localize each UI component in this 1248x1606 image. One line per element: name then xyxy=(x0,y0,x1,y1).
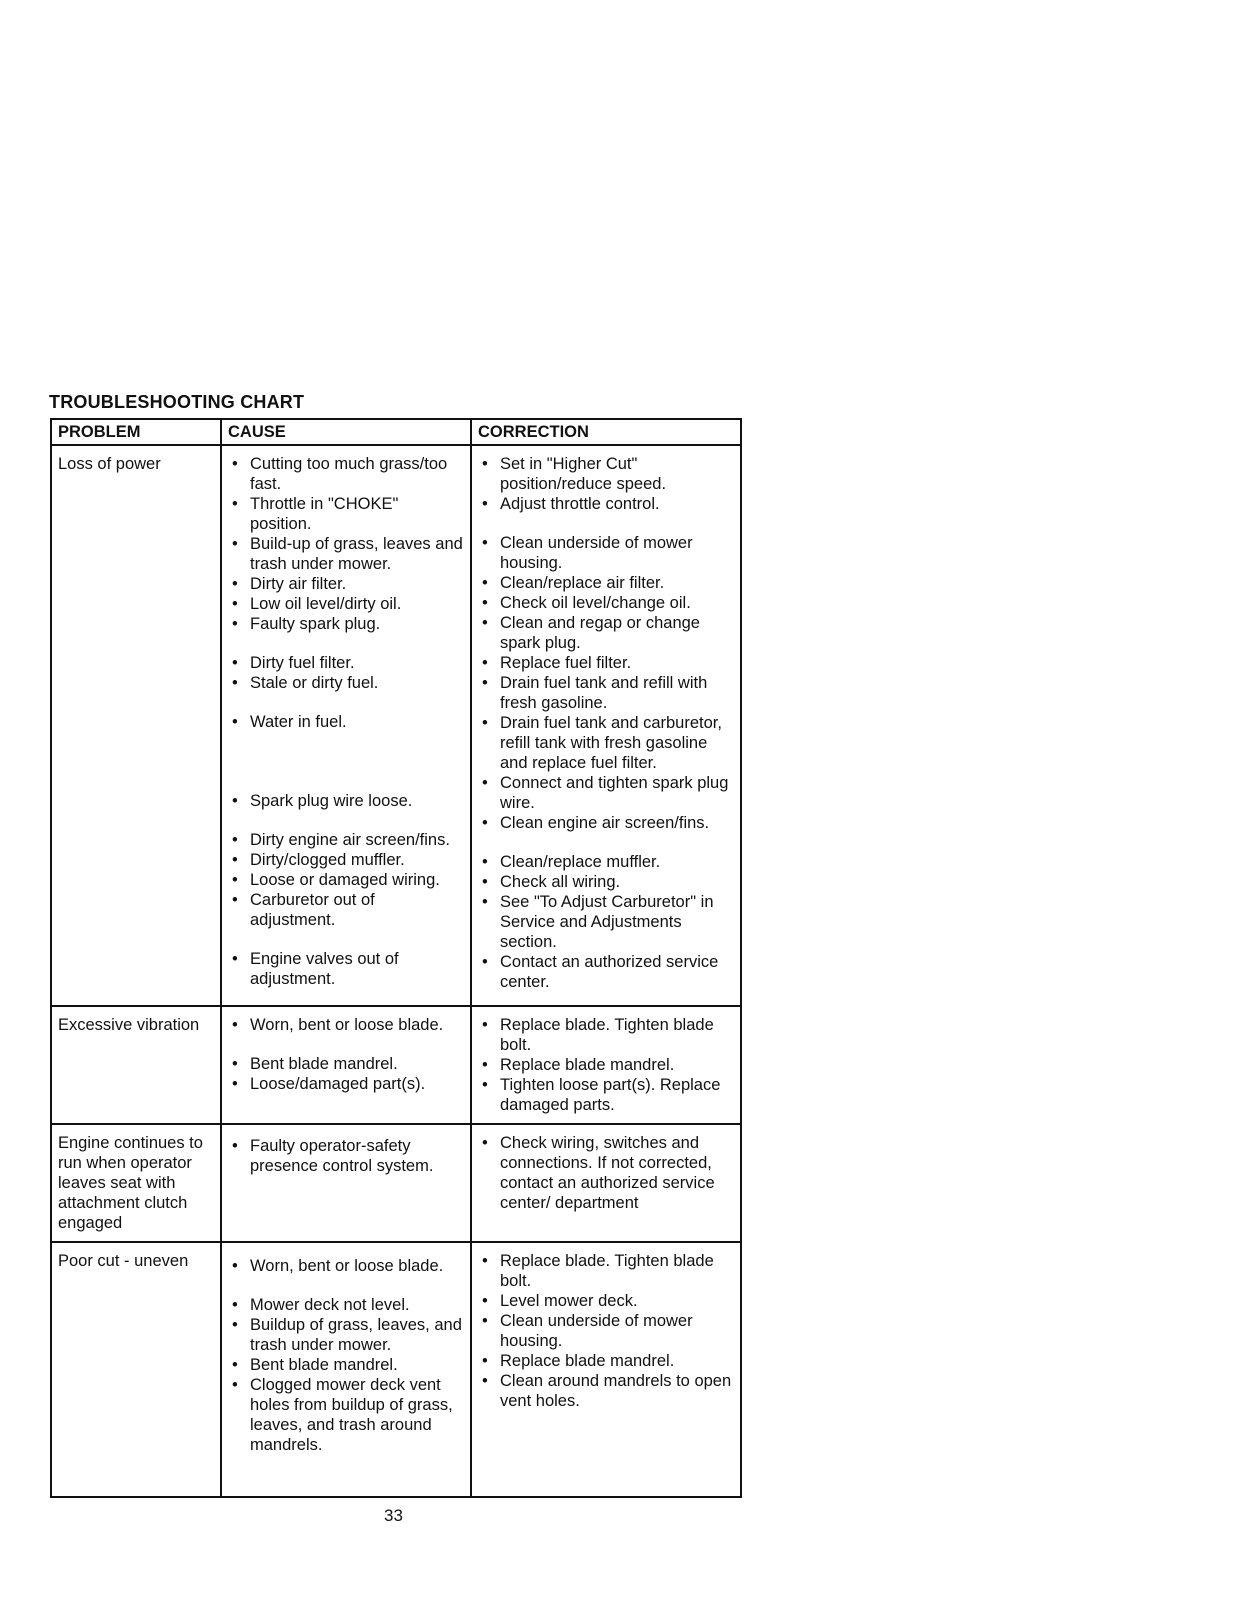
correction-item: • Level mower deck. xyxy=(478,1291,734,1311)
problem-cell: Engine continues to run when operator leaves seat with attachment clutch engaged xyxy=(51,1124,221,1242)
header-problem: PROBLEM xyxy=(51,419,221,445)
correction-cell xyxy=(471,445,741,1006)
cause-item: • Water in fuel. xyxy=(228,712,464,732)
cause-item: • Clogged mower deck vent holes from buildup of grass, leaves, and trash around mandrels. xyxy=(228,1375,464,1455)
correction-item: • Replace blade mandrel. xyxy=(478,1055,734,1075)
correction-item: • Contact an authorized service center. xyxy=(478,952,734,992)
cause-item: • Build-up of grass, leaves and trash under mower. xyxy=(228,534,464,574)
cause-item: • Bent blade mandrel. xyxy=(228,1054,464,1074)
cause-item: • Spark plug wire loose. xyxy=(228,791,464,811)
cause-item: • Faulty operator-safety presence control system. xyxy=(228,1136,464,1176)
cause-item: • Stale or dirty fuel. xyxy=(228,673,464,693)
cause-item: • Dirty air filter. xyxy=(228,574,464,594)
chart-title: TROUBLESHOOTING CHART xyxy=(49,392,305,412)
cause-item: • Bent blade mandrel. xyxy=(228,1355,464,1375)
page-number: 33 xyxy=(384,1506,403,1525)
cause-item: • Worn, bent or loose blade. xyxy=(228,1015,464,1035)
correction-item: • Adjust throttle control. xyxy=(478,494,734,514)
cause-cell xyxy=(221,1124,471,1242)
cause-item: • Dirty/clogged muffler. xyxy=(228,850,464,870)
correction-item: • See "To Adjust Carburetor" in Service and Adjustments section. xyxy=(478,892,734,952)
problem-cell: Poor cut - uneven xyxy=(51,1242,221,1497)
problem-cell: Loss of power xyxy=(51,445,221,1006)
table-row xyxy=(51,1006,741,1124)
correction-item: • Tighten loose part(s). Replace damaged parts. xyxy=(478,1075,734,1115)
cause-item: • Worn, bent or loose blade. xyxy=(228,1256,464,1276)
problem-cell: Excessive vibration xyxy=(51,1006,221,1124)
correction-item: • Check oil level/change oil. xyxy=(478,593,734,613)
correction-item: • Clean/replace muffler. xyxy=(478,852,734,872)
correction-item: • Clean/replace air filter. xyxy=(478,573,734,593)
correction-cell xyxy=(471,1124,741,1242)
correction-item: • Clean underside of mower housing. xyxy=(478,533,734,573)
cause-item: • Throttle in "CHOKE" position. xyxy=(228,494,464,534)
cause-item: • Dirty fuel filter. xyxy=(228,653,464,673)
cause-item: • Buildup of grass, leaves, and trash under mower. xyxy=(228,1315,464,1355)
header-row xyxy=(51,419,741,445)
correction-item: • Clean around mandrels to open vent holes. xyxy=(478,1371,734,1411)
correction-cell xyxy=(471,1242,741,1497)
correction-item: • Set in "Higher Cut" position/reduce speed. xyxy=(478,454,734,494)
troubleshooting-table xyxy=(50,418,742,1498)
cause-item: • Loose or damaged wiring. xyxy=(228,870,464,890)
cause-cell xyxy=(221,1006,471,1124)
cause-item: • Loose/damaged part(s). xyxy=(228,1074,464,1094)
correction-cell xyxy=(471,1006,741,1124)
cause-item: • Faulty spark plug. xyxy=(228,614,464,634)
correction-item: • Clean engine air screen/fins. xyxy=(478,813,734,833)
cause-cell xyxy=(221,445,471,1006)
cause-item: • Low oil level/dirty oil. xyxy=(228,594,464,614)
correction-item: • Replace blade mandrel. xyxy=(478,1351,734,1371)
table-row xyxy=(51,1242,741,1497)
correction-item: • Drain fuel tank and carburetor, refill tank with fresh gasoline and replace fuel filter. xyxy=(478,713,734,773)
correction-item: • Replace fuel filter. xyxy=(478,653,734,673)
cause-item: • Dirty engine air screen/fins. xyxy=(228,830,464,850)
cause-cell xyxy=(221,1242,471,1497)
cause-item: • Engine valves out of adjustment. xyxy=(228,949,464,989)
correction-item: • Check wiring, switches and connections. If not corrected, contact an authorized service center/ department xyxy=(478,1133,734,1213)
cause-item: • Carburetor out of adjustment. xyxy=(228,890,464,930)
cause-item: • Mower deck not level. xyxy=(228,1295,464,1315)
header-correction: CORRECTION xyxy=(471,419,741,445)
correction-item: • Replace blade. Tighten blade bolt. xyxy=(478,1251,734,1291)
table-row xyxy=(51,1124,741,1242)
correction-item: • Check all wiring. xyxy=(478,872,734,892)
cause-item: • Cutting too much grass/too fast. xyxy=(228,454,464,494)
correction-item: • Clean and regap or change spark plug. xyxy=(478,613,734,653)
table-row xyxy=(51,445,741,1006)
correction-item: • Clean underside of mower housing. xyxy=(478,1311,734,1351)
header-cause: CAUSE xyxy=(221,419,471,445)
correction-item: • Replace blade. Tighten blade bolt. xyxy=(478,1015,734,1055)
correction-item: • Drain fuel tank and refill with fresh gasoline. xyxy=(478,673,734,713)
correction-item: • Connect and tighten spark plug wire. xyxy=(478,773,734,813)
